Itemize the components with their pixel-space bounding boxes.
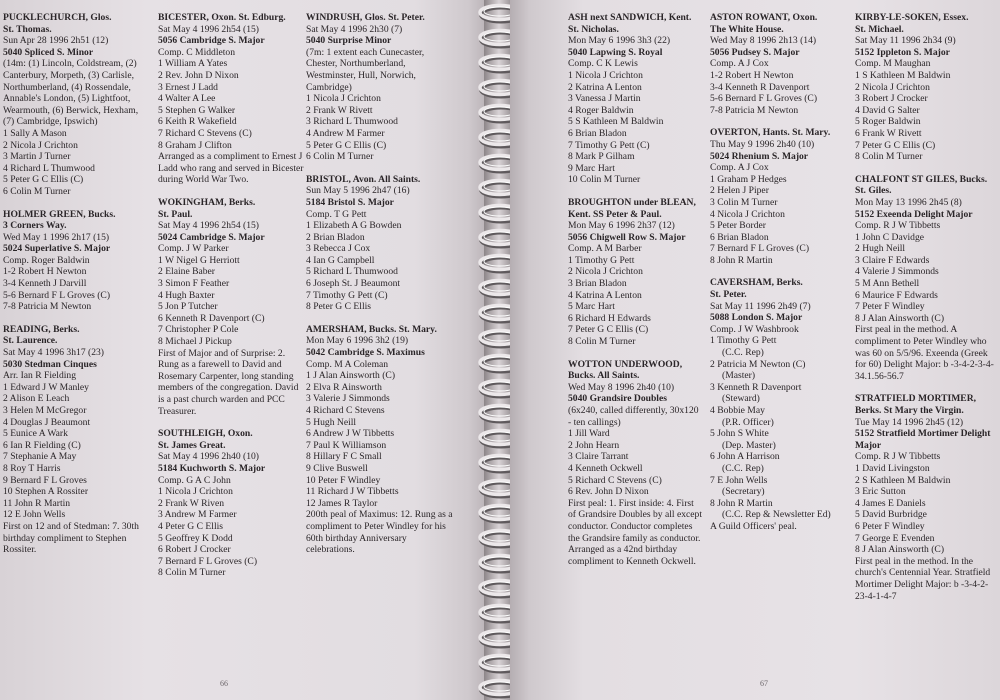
peal-record [158,12,306,186]
peal-record [710,277,860,532]
peal-detail-line: 4 Kenneth Ockwell [568,462,643,474]
peal-date-line: Sat May 11 1996 2h49 (7) [710,300,811,312]
peal-location-heading: St. Giles. [855,185,892,197]
peal-detail-line: 5 Peter G C Ellis (C) [306,139,387,151]
peal-detail-line: 7 George E Evenden [855,532,935,544]
page-number-left: 66 [220,679,228,688]
peal-detail-line: 5 Richard C Stevens (C) [568,474,662,486]
peal-detail-line: 4 Valerie J Simmonds [855,266,939,278]
peal-detail-line: 7 Bernard F L Groves (C) [710,243,810,255]
peal-detail-line: 4 Roger Baldwin [568,104,634,116]
right-page [510,0,1000,700]
peal-detail-line: 5 Stephen G Walker [158,104,236,116]
peal-detail-line: 4 Douglas J Beaumont [3,416,91,428]
peal-location-heading: AMERSHAM, Bucks. St. Mary. [306,323,437,335]
peal-detail-line: 12 E John Wells [3,509,66,521]
peal-method-title: 5088 London S. Major [710,312,803,324]
peal-detail-line: 1 William A Yates [158,58,228,70]
peal-detail-line: 8 J Alan Ainsworth (C) [855,544,945,556]
peal-location-heading: SOUTHLEIGH, Oxon. [158,428,253,440]
peal-detail-line: 8 Peter G C Ellis [306,301,372,313]
peal-date-line: Mon May 13 1996 2h45 (8) [855,196,962,208]
peal-detail-line: 1 Edward J W Manley [3,381,89,393]
column-4 [568,12,704,578]
peal-detail-line: 200th peal of Maximus: 12. Rung as a compliment to Peter Windley for his 60th birthday Anniversary celebrations. [306,509,453,556]
peal-detail-line: 4 Ian G Campbell [306,254,375,266]
peal-detail-line: 6 Peter F Windley [855,520,925,532]
peal-detail-line: First peal in the method. In the church's Centennial Year. Stratfield Mortimer Delight Major: b -3-4-2-23-4-1-4-7 [855,555,991,602]
peal-location-heading: St. Paul. [158,208,193,220]
peal-record [3,209,149,313]
peal-record [3,12,149,198]
peal-detail-line: 8 Graham J Clifton [158,139,232,151]
peal-detail-line: 3 Claire F Edwards [855,254,930,266]
peal-detail-line: 5 Geoffrey K Dodd [158,532,233,544]
peal-detail-line: Comp. C K Lewis [568,58,638,70]
peal-detail-line: 6 Rev. John D Nixon [568,486,649,498]
peal-detail-line: 7 Peter G C Ellis (C) [855,139,936,151]
peal-location-heading: The White House. [710,23,784,35]
peal-location-heading: CAVERSHAM, Berks. [710,277,803,289]
peal-detail-line: (C.C. Rep) [722,347,764,359]
peal-method-title: 5040 Spliced S. Minor [3,46,94,58]
peal-date-line: Sat May 4 1996 3h17 (23) [3,347,104,359]
peal-detail-line: 7 E John Wells [710,474,768,486]
peal-detail-line: 8 John R Martin [710,497,773,509]
peal-detail-line: 1 Nicola J Crichton [306,93,381,105]
peal-date-line: Wed May 8 1996 2h40 (10) [568,381,675,393]
peal-detail-line: 6 John A Harrison [710,451,780,463]
peal-detail-line: 5 Peter Border [710,220,766,232]
peal-record [306,12,456,163]
peal-method-title: 5152 Exeenda Delight Major [855,208,973,220]
peal-detail-line: 7 Richard C Stevens (C) [158,127,252,139]
peal-detail-line: 2 Brian Bladon [306,231,365,243]
peal-detail-line: 2 Elaine Baber [158,266,216,278]
peal-date-line: Sat May 11 1996 2h34 (9) [855,35,956,47]
peal-detail-line: 2 Katrina A Lenton [568,81,642,93]
peal-record [568,359,704,568]
peal-detail-line: 5 David Burbridge [855,509,927,521]
peal-detail-line: 5-6 Bernard F L Groves (C) [710,93,818,105]
peal-detail-line: 3 Colin M Turner [710,196,778,208]
peal-location-heading: St. Peter. [710,289,747,301]
peal-detail-line: 4 Peter G C Ellis [158,520,224,532]
peal-method-title: 5056 Chigwell Row S. Major [568,231,686,243]
peal-detail-line: 2 Nicola J Crichton [3,139,78,151]
peal-detail-line: 8 Colin M Turner [158,567,226,579]
peal-detail-line: 6 Maurice F Edwards [855,289,938,301]
peal-detail-line: 9 Clive Buswell [306,462,368,474]
peal-detail-line: (7m: 1 extent each Cunecaster, Chester, Northumberland, Westminster, Hull, Norwich, Cambridge) [306,46,425,93]
peal-detail-line: 3 Claire Tarrant [568,451,629,463]
peal-method-title: 5024 Cambridge S. Major [158,231,265,243]
peal-detail-line: (Master) [722,370,756,382]
left-page [0,0,488,700]
peal-detail-line: Comp. J W Parker [158,243,229,255]
peal-detail-line: 5 John S White [710,428,769,440]
peal-detail-line: Arr. Ian R Fielding [3,370,77,382]
peal-date-line: Mon May 6 1996 3h2 (19) [306,335,409,347]
peal-detail-line: 3 Vanessa J Martin [568,93,641,105]
peal-date-line: Wed May 8 1996 2h13 (14) [710,35,817,47]
peal-detail-line: 6 Brian Bladon [710,231,769,243]
peal-detail-line: 5 S Kathleen M Baldwin [568,116,664,128]
peal-detail-line: 2 Frank W Rivett [306,104,373,116]
peal-detail-line: 4 Nicola J Crichton [710,208,785,220]
peal-detail-line: Comp. R J W Tibbetts [855,451,941,463]
column-6 [855,12,1000,613]
peal-detail-line: Comp. C Middleton [158,46,236,58]
peal-detail-line: 4 James E Daniels [855,497,926,509]
peal-location-heading: ASTON ROWANT, Oxon. [710,12,818,23]
peal-detail-line: Comp. R J W Tibbetts [855,220,941,232]
peal-detail-line: 6 Colin M Turner [306,151,374,163]
peal-location-heading: St. Laurence. [3,335,58,347]
peal-detail-line: 3 Robert J Crocker [855,93,928,105]
peal-detail-line: 3 Brian Bladon [568,278,627,290]
peal-method-title: 5152 Ippleton S. Major [855,46,950,58]
peal-detail-line: 5 Peter G C Ellis (C) [3,174,84,186]
peal-detail-line: (C.C. Rep & Newsletter Ed) [722,509,831,521]
peal-detail-line: 7 Bernard F L Groves (C) [158,555,258,567]
peal-detail-line: 3 Kenneth R Davenport [710,381,802,393]
peal-detail-line: 11 Richard J W Tibbetts [306,486,399,498]
peal-detail-line: Comp. A J Cox [710,58,769,70]
peal-detail-line: First peal in the method. A compliment to Peter Windley who was 60 on 5/5/96. Exeenda (Greek for 60) Delight Major: b -3-4-2-3-4-34.1.56-56.7 [855,324,994,382]
peal-location-heading: STRATFIELD MORTIMER, Berks. St Mary the Virgin. [855,393,977,416]
peal-detail-line: A Guild Officers' peal. [710,520,797,532]
peal-detail-line: 4 Bobbie May [710,405,765,416]
peal-record [306,174,456,313]
peal-detail-line: 1 Jill Ward [568,428,610,440]
peal-record [158,197,306,417]
peal-detail-line: 6 Frank W Rivett [855,127,922,139]
peal-location-heading: BROUGHTON under BLEAN, Kent. SS Peter & Paul. [568,196,696,220]
peal-detail-line: 2 Rev. John D Nixon [158,69,239,81]
peal-detail-line: 7 Stephanie A May [3,451,77,463]
peal-detail-line: 8 Hillary F C Small [306,451,382,463]
peal-detail-line: 1 Sally A Mason [3,127,67,139]
peal-record [855,393,1000,602]
peal-method-title: 5040 Lapwing S. Royal [568,46,663,58]
peal-date-line: Sun Apr 28 1996 2h51 (12) [3,35,109,47]
peal-detail-line: 5 Richard L Thumwood [306,266,398,278]
peal-detail-line: 1 Timothy G Pett [710,335,777,347]
peal-detail-line: 1-2 Robert H Newton [3,266,87,278]
peal-detail-line: 7 Christopher P Cole [158,324,239,336]
peal-date-line: Mon May 6 1996 2h37 (12) [568,220,675,232]
peal-method-title: 5056 Pudsey S. Major [710,46,800,58]
peal-detail-line: 1 Elizabeth A G Bowden [306,220,402,232]
peal-method-title: 5040 Grandsire Doubles [568,393,667,405]
peal-detail-line: 1-2 Robert H Newton [710,69,794,81]
peal-detail-line: 6 Joseph St. J Beaumont [306,278,401,290]
peal-detail-line: 10 Colin M Turner [568,174,641,186]
peal-date-line: Sat May 4 1996 2h40 (10) [158,451,259,463]
peal-location-heading: HOLMER GREEN, Bucks. [3,208,116,220]
peal-detail-line: (Secretary) [722,486,765,498]
peal-record [568,197,704,348]
peal-location-heading: READING, Berks. [3,323,80,335]
peal-detail-line: 7 Timothy G Pett (C) [568,139,650,151]
peal-method-title: 5152 Stratfield Mortimer Delight Major [855,428,991,451]
peal-detail-line: 3 Helen M McGregor [3,405,87,416]
peal-method-title: 5042 Cambridge S. Maximus [306,347,425,359]
peal-detail-line: 3 Richard L Thumwood [306,116,398,128]
peal-date-line: Tue May 14 1996 2h45 (12) [855,416,964,428]
peal-detail-line: 7-8 Patricia M Newton [710,104,799,116]
peal-detail-line: 3 Andrew M Farmer [158,509,237,521]
peal-date-line: Sat May 4 1996 2h54 (15) [158,220,259,232]
peal-detail-line: 2 Nicola J Crichton [855,81,930,93]
peal-detail-line: 4 Walter A Lee [158,93,216,105]
peal-detail-line: 5 Jon P Tutcher [158,301,218,313]
peal-detail-line: 2 S Kathleen M Baldwin [855,474,951,486]
peal-detail-line: 1 Nicola J Crichton [568,69,643,81]
peal-method-title: 5184 Bristol S. Major [306,196,394,208]
peal-detail-line: 9 Bernard F L Groves [3,474,87,486]
peal-detail-line: Comp. M Maughan [855,58,931,70]
peal-record [568,12,704,186]
peal-record [710,12,860,116]
peal-detail-line: 2 John Hearn [568,439,620,451]
peal-location-heading: BRISTOL, Avon. All Saints. [306,173,421,185]
peal-location-heading: WOKINGHAM, Berks. [158,196,256,208]
peal-detail-line: 5-6 Bernard F L Groves (C) [3,289,111,301]
peal-detail-line: 3-4 Kenneth J Darvill [3,278,87,290]
peal-detail-line: 5 Marc Hart [568,301,615,313]
peal-record [855,174,1000,383]
column-2 [158,12,306,590]
peal-detail-line: First peal: 1. First inside: 4. First of Grandsire Doubles by all except conductor. Conductor completes the Grandsire family as conductor. Arranged as a 42nd birthday compliment to Kenneth Ockwell. [568,497,703,567]
peal-detail-line: (14m: (1) Lincoln, Coldstream, (2) Canterbury, Morpeth, (3) Carlisle, Northumberland, (4) Rossendale, Annable's London, (5) Lightfoot, Wearmouth, (6) Berwick, Hexham, (7) Cambridge, Ipswich) [3,58,139,128]
peal-record [710,127,860,266]
peal-detail-line: 8 Colin M Turner [855,151,923,163]
peal-detail-line: 5 Roger Baldwin [855,116,921,128]
peal-detail-line: 8 John R Martin [710,254,773,266]
peal-method-title: 5040 Surprise Minor [306,35,392,47]
peal-detail-line: Comp. M A Coleman [306,358,389,370]
peal-location-heading: OVERTON, Hants. St. Mary. [710,127,831,139]
peal-detail-line: 2 Elva R Ainsworth [306,381,382,393]
peal-detail-line: 1 John C Davidge [855,231,925,243]
peal-location-heading: St. James Great. [158,439,226,451]
peal-detail-line: 2 Frank W Riven [158,497,224,509]
peal-detail-line: 7-8 Patricia M Newton [3,301,92,313]
peal-detail-line: Comp. Roger Baldwin [3,254,90,266]
peal-detail-line: 8 Roy T Harris [3,462,61,474]
peal-detail-line: 1 Graham P Hedges [710,173,787,185]
peal-detail-line: 6 Ian R Fielding (C) [3,439,81,451]
peal-detail-line: 5 M Ann Bethell [855,278,920,290]
peal-detail-line: 6 Colin M Turner [3,185,71,197]
peal-detail-line: 4 Hugh Baxter [158,289,215,301]
peal-detail-line: 1 J Alan Ainsworth (C) [306,370,396,382]
peal-detail-line: 8 J Alan Ainsworth (C) [855,312,945,324]
peal-detail-line: 10 Stephen A Rossiter [3,486,89,498]
peal-record [306,324,456,556]
peal-detail-line: 2 Hugh Neill [855,243,906,255]
peal-detail-line: (P.R. Officer) [722,416,774,428]
peal-detail-line: 3 Eric Sutton [855,486,906,498]
peal-method-title: 5024 Rhenium S. Major [710,150,809,162]
peal-location-heading: PUCKLECHURCH, Glos. [3,12,112,23]
peal-detail-line: 1 Timothy G Pett [568,254,635,266]
peal-detail-line: 3 Martin J Turner [3,151,71,163]
peal-detail-line: 7 Paul K Williamson [306,439,387,451]
peal-detail-line: 4 Katrina A Lenton [568,289,642,301]
peal-detail-line: 6 Keith R Wakefield [158,116,237,128]
peal-detail-line: 1 W Nigel G Herriott [158,254,240,266]
peal-detail-line: 1 Nicola J Crichton [158,486,233,498]
peal-detail-line: (Steward) [722,393,760,405]
peal-detail-line: Comp. J W Washbrook [710,323,799,335]
peal-detail-line: 7 Timothy G Pett (C) [306,289,388,301]
peal-location-heading: ASH next SANDWICH, Kent. [568,12,692,23]
peal-detail-line: Comp. A M Barber [568,243,642,255]
peal-detail-line: 4 Richard L Thumwood [3,162,95,174]
peal-detail-line: 1 David Livingston [855,462,930,474]
peal-detail-line: Comp. T G Pett [306,208,367,220]
peal-location-heading: KIRBY-LE-SOKEN, Essex. [855,12,969,23]
peal-detail-line: 2 Helen J Piper [710,185,769,197]
peal-detail-line: Comp. A J Cox [710,162,769,174]
peal-date-line: Thu May 9 1996 2h40 (10) [710,138,815,150]
peal-detail-line: First on 12 and of Stedman: 7. 30th birthday compliment to Stephen Rossiter. [3,520,139,556]
peal-record [855,12,1000,163]
peal-detail-line: (C.C. Rep) [722,462,764,474]
peal-location-heading: 3 Corners Way. [3,220,67,232]
peal-detail-line: 2 Nicola J Crichton [568,266,643,278]
peal-detail-line: 5 Eunice A Wark [3,428,68,440]
peal-method-title: 5184 Kuchworth S. Major [158,462,266,474]
peal-detail-line: 11 John R Martin [3,497,71,509]
peal-location-heading: CHALFONT ST GILES, Bucks. [855,173,988,185]
peal-location-heading: St. Nicholas. [568,23,619,35]
peal-detail-line: 3 Ernest J Ladd [158,81,218,93]
column-3 [306,12,456,567]
peal-location-heading: BICESTER, Oxon. St. Edburg. [158,12,286,23]
peal-date-line: Sun May 5 1996 2h47 (16) [306,185,410,197]
column-5 [710,12,860,544]
peal-method-title: 5056 Cambridge S. Major [158,35,265,47]
peal-detail-line: 6 Kenneth R Davenport (C) [158,312,265,324]
peal-detail-line: 7 Peter F Windley [855,301,925,313]
peal-detail-line: Arranged as a compliment to Ernest J Ladd who rang and served in Bicester during World War Two. [158,151,304,186]
peal-location-heading: WINDRUSH, Glos. St. Peter. [306,12,425,23]
peal-detail-line: 4 David G Salter [855,104,920,116]
peal-detail-line: (6x240, called differently, 30x120 - ten callings) [568,405,699,428]
peal-method-title: 5024 Superlative S. Major [3,243,111,255]
page-number-right: 67 [760,679,768,688]
peal-date-line: Wed May 1 1996 2h17 (15) [3,231,110,243]
peal-detail-line: 8 Mark P Gilham [568,151,635,163]
peal-record [158,428,306,579]
peal-detail-line: 2 Patricia M Newton (C) [710,358,806,370]
peal-detail-line: 6 Robert J Crocker [158,544,231,556]
peal-date-line: Mon May 6 1996 3h3 (22) [568,35,671,47]
peal-detail-line: 8 Michael J Pickup [158,336,232,348]
peal-detail-line: First of Major and of Surprise: 2. Rung as a farewell to David and Rosemary Carpenter, long standing members of the congregation. David is a past church warden and PCC Treasurer. [158,347,299,417]
peal-detail-line: 3-4 Kenneth R Davenport [710,81,810,93]
peal-detail-line: 4 Richard C Stevens [306,405,385,416]
peal-detail-line: 10 Peter F Windley [306,474,381,486]
peal-record [3,324,149,556]
peal-detail-line: 4 Andrew M Farmer [306,127,385,139]
peal-detail-line: 5 Hugh Neill [306,416,357,428]
peal-detail-line: 6 Richard H Edwards [568,312,651,324]
peal-detail-line: 8 Colin M Turner [568,336,636,348]
peal-detail-line: (Dep. Master) [722,439,776,451]
peal-date-line: Sat May 4 1996 2h54 (15) [158,23,259,35]
peal-detail-line: 6 Brian Bladon [568,127,627,139]
peal-detail-line: 7 Peter G C Ellis (C) [568,324,649,336]
column-1 [3,12,149,567]
peal-detail-line: 3 Rebecca J Cox [306,243,371,255]
peal-detail-line: 12 James R Taylor [306,497,378,509]
peal-detail-line: 1 S Kathleen M Baldwin [855,69,951,81]
peal-detail-line: 9 Marc Hart [568,162,615,174]
peal-detail-line: 3 Valerie J Simmonds [306,393,390,405]
peal-detail-line: Comp. G A C John [158,474,231,486]
peal-location-heading: WOTTON UNDERWOOD, Bucks. All Saints. [568,358,683,382]
peal-location-heading: St. Michael. [855,23,904,35]
peal-detail-line: 2 Alison E Leach [3,393,70,405]
peal-detail-line: 3 Simon F Feather [158,278,230,290]
peal-method-title: 5030 Stedman Cinques [3,358,97,370]
peal-location-heading: St. Thomas. [3,23,52,35]
peal-date-line: Sat May 4 1996 2h30 (7) [306,23,403,35]
peal-detail-line: 6 Andrew J W Tibbetts [306,428,395,440]
